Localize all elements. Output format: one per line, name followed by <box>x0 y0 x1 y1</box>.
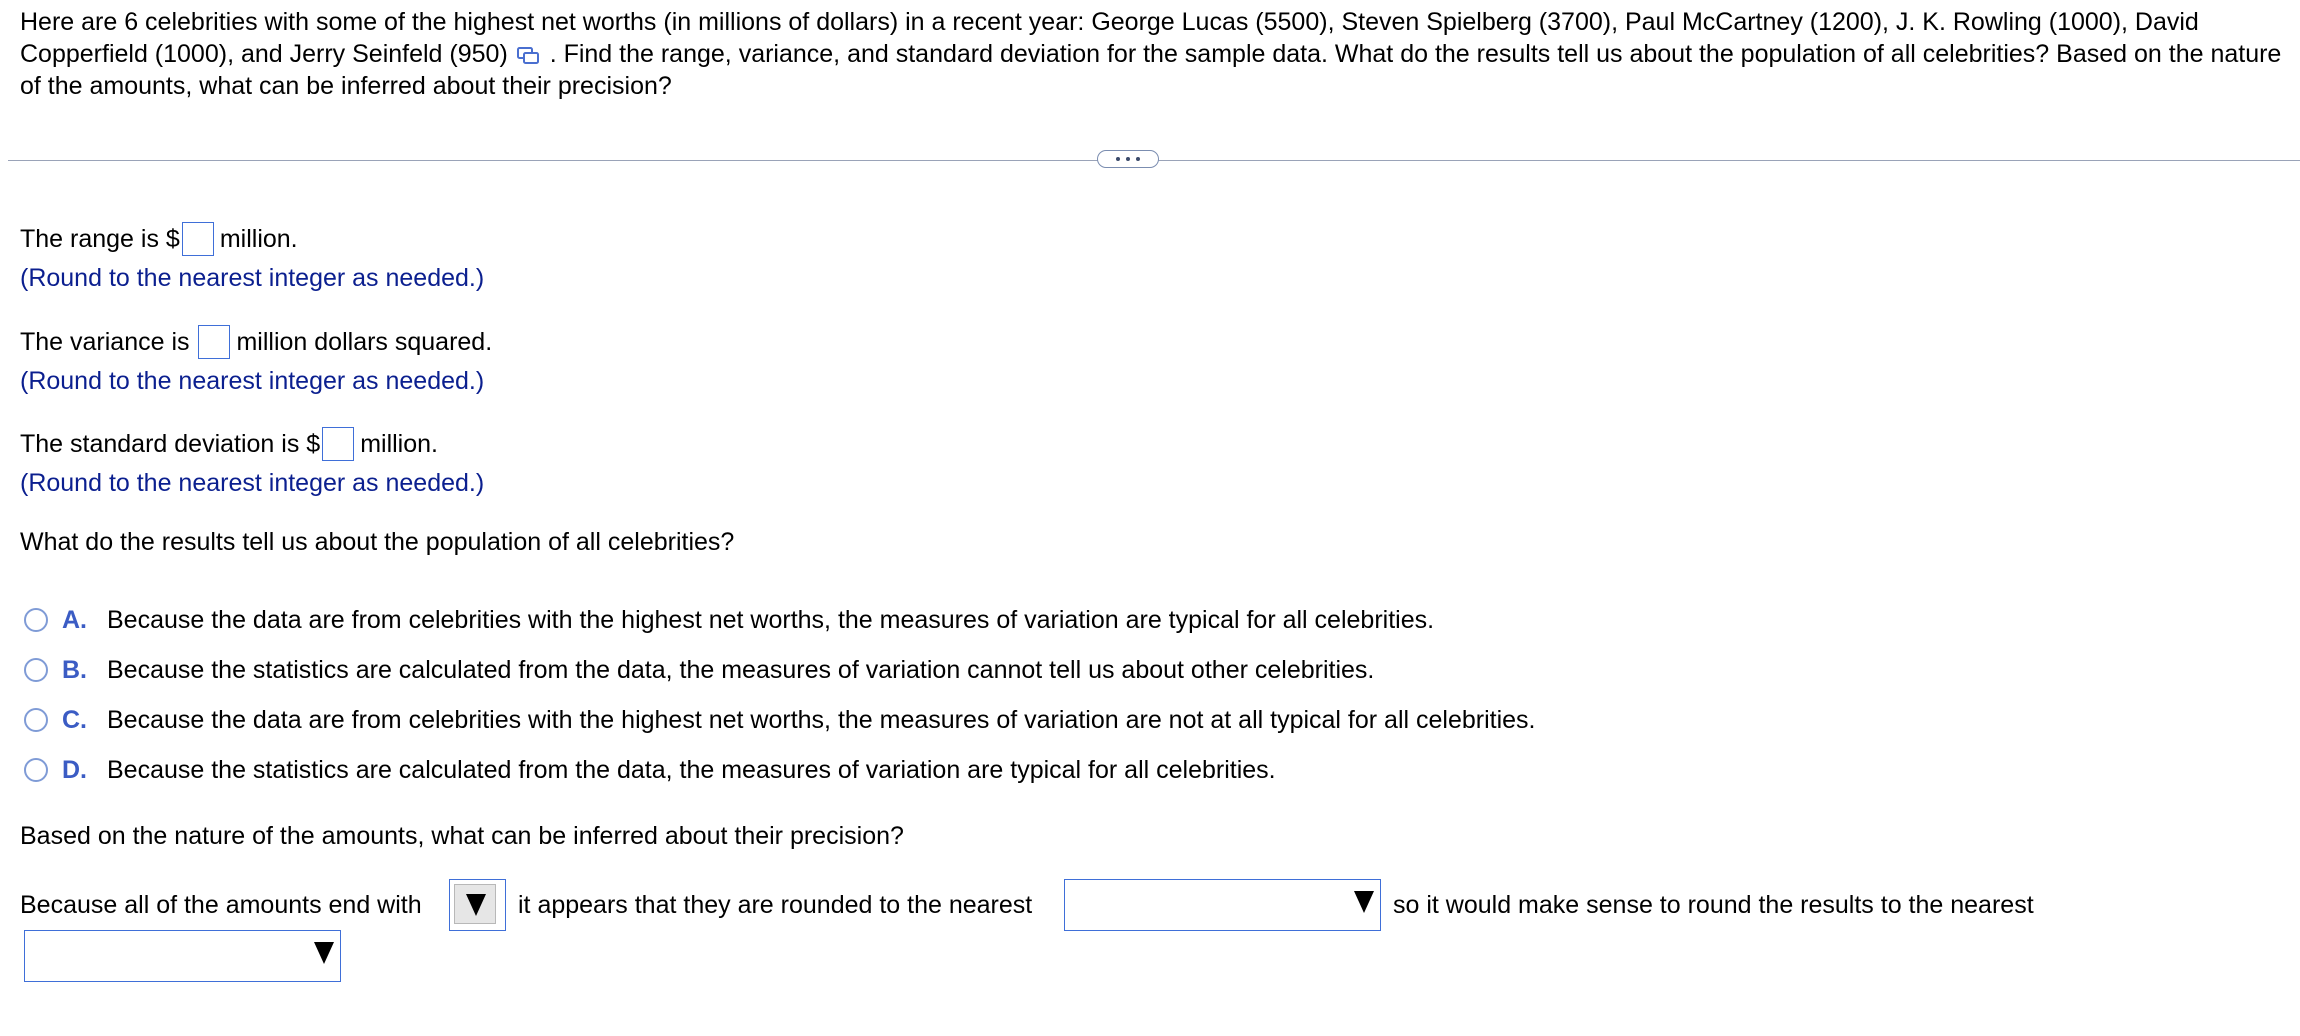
precision-sentence-part1: Because all of the amounts end with <box>20 891 422 919</box>
option-a-radio[interactable] <box>24 608 48 632</box>
variance-hint: (Round to the nearest integer as needed.) <box>20 367 485 395</box>
round-results-to-dropdown[interactable] <box>24 930 341 982</box>
range-input[interactable] <box>182 222 214 256</box>
ellipsis-icon <box>1116 157 1120 161</box>
population-question: What do the results tell us about the population of all celebrities? <box>20 528 735 556</box>
option-c[interactable] <box>62 704 1536 736</box>
option-d-radio[interactable] <box>24 758 48 782</box>
range-hint: (Round to the nearest integer as needed.) <box>20 264 485 292</box>
option-c-radio[interactable] <box>24 708 48 732</box>
question-text <box>20 6 2288 102</box>
option-b-radio[interactable] <box>24 658 48 682</box>
variance-suffix: million dollars squared. <box>236 328 493 356</box>
variance-prefix: The variance is <box>20 328 190 356</box>
std-dev-suffix: million. <box>360 430 438 458</box>
caret-down-icon <box>1354 891 1374 913</box>
rounded-to-dropdown[interactable] <box>1064 879 1381 931</box>
question-text-part2: . Find the range, variance, and standard deviation for the sample data. What do the results tell us about the population of all celebrities? Based on the nature of the amounts, what can be inferred about their precision? <box>20 40 2282 100</box>
option-c-letter: C. <box>62 706 87 734</box>
precision-sentence-part3: so it would make sense to round the results to the nearest <box>1393 891 2034 919</box>
range-suffix: million. <box>219 225 298 253</box>
option-a-letter: A. <box>62 606 87 634</box>
option-d-letter: D. <box>62 756 87 784</box>
ending-digits-dropdown-button[interactable] <box>454 884 496 924</box>
std-dev-line <box>20 427 438 461</box>
range-prefix: The range is $ <box>20 225 180 253</box>
range-line <box>20 222 298 256</box>
question-text-part1: Here are 6 celebrities with some of the highest net worths (in millions of dollars) in a recent year: George Lucas (5500), Steven Spielberg (3700), Paul McCartney (1200), J. K. Rowling (1000), David Copperfield (1000), and Jerry Seinfeld (950) <box>20 8 2199 68</box>
option-a-text: Because the data are from celebrities with the highest net worths, the measures of variation are typical for all celebrities. <box>107 606 1435 634</box>
option-b-text: Because the statistics are calculated from the data, the measures of variation cannot tell us about other celebrities. <box>107 656 1375 684</box>
std-dev-input[interactable] <box>322 427 354 461</box>
expand-more-button[interactable] <box>1097 150 1159 168</box>
copy-data-icon[interactable] <box>517 46 539 64</box>
caret-down-icon <box>466 894 486 916</box>
option-b[interactable] <box>62 654 1374 686</box>
option-c-text: Because the data are from celebrities with the highest net worths, the measures of variation are not at all typical for all celebrities. <box>107 706 1536 734</box>
variance-line <box>20 325 492 359</box>
precision-sentence-part2: it appears that they are rounded to the nearest <box>518 891 1033 919</box>
precision-question: Based on the nature of the amounts, what can be inferred about their precision? <box>20 822 904 850</box>
ellipsis-icon <box>1126 157 1130 161</box>
option-b-letter: B. <box>62 656 87 684</box>
option-d[interactable] <box>62 754 1276 786</box>
std-dev-hint: (Round to the nearest integer as needed.) <box>20 469 485 497</box>
ending-digits-dropdown[interactable] <box>449 879 506 931</box>
ellipsis-icon <box>1136 157 1140 161</box>
caret-down-icon <box>314 942 334 964</box>
std-dev-prefix: The standard deviation is $ <box>20 430 321 458</box>
variance-input[interactable] <box>198 325 230 359</box>
option-a[interactable] <box>62 604 1434 636</box>
option-d-text: Because the statistics are calculated from the data, the measures of variation are typical for all celebrities. <box>107 756 1276 784</box>
